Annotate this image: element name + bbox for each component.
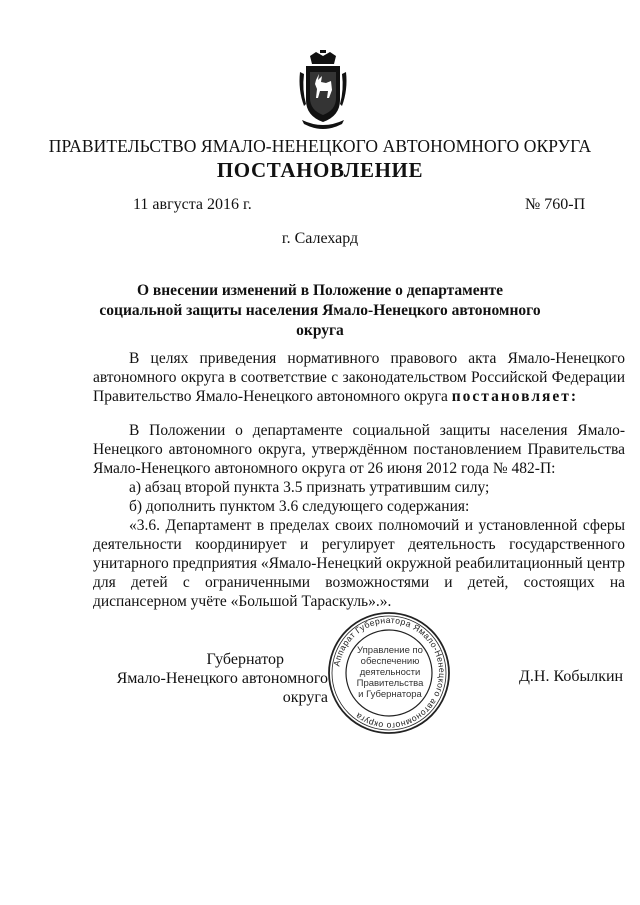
preamble-text: В целях приведения нормативного правового акта Ямало-Ненецкого автономного округа в соответствие с законодательством Российской Федерации Правительство Ямало-Ненецкого автономного округа (93, 350, 625, 405)
amendments-section (93, 421, 625, 611)
document-city: г. Салехард (281, 230, 359, 247)
yamal-nenets-coat-of-arms-icon (296, 50, 350, 132)
stamp-line: деятельности (359, 667, 421, 678)
stamp-line: обеспечению (360, 656, 420, 667)
amendment-item-b: б) дополнить пунктом 3.6 следующего содержания: (129, 498, 470, 515)
signer-name: Д.Н. Кобылкин (519, 668, 624, 685)
preamble-paragraph (93, 349, 625, 406)
signatory-position (93, 650, 328, 707)
document-date: 11 августа 2016 г. (133, 196, 252, 213)
government-title: ПРАВИТЕЛЬСТВО ЯМАЛО-НЕНЕЦКОГО АВТОНОМНОГО ОКРУГА (48, 136, 592, 156)
document-type: ПОСТАНОВЛЕНИЕ (216, 158, 424, 182)
stamp-ring-text: Аппарат Губернатора Ямало-Ненецкого автономного округа (331, 614, 448, 732)
amendment-quote: «3.6. Департамент в пределах своих полномочий и установленной сферы деятельности координирует и регулирует деятельность государственного унитарного предприятия «Ямало-Ненецкий окружной реабилитационный центр для детей с ограниченными возможностями и детей, состоящих на диспансерном учёте «Большой Тараскуль».». (93, 517, 625, 610)
document-number: № 760-П (525, 196, 586, 213)
amendment-item-a: а) абзац второй пункта 3.5 признать утратившим силу; (129, 479, 490, 496)
stamp-inner-text (354, 645, 426, 700)
stamp-line: Управление по (357, 645, 423, 656)
amendments-intro: В Положении о департаменте социальной защиты населения Ямало-Ненецкого автономного округа, утверждённом постановлением Правительства Ямало-Ненецкого автономного округа от 26 июня 2012 года № 482-П: (93, 422, 625, 477)
document-subject: О внесении изменений в Положение о департаменте социальной защиты населения Ямало-Ненецкого автономного округа (99, 282, 541, 339)
stamp-line: Правительства (356, 678, 424, 689)
position-line-1: Губернатор (206, 651, 284, 668)
position-line-2: Ямало-Ненецкого автономного округа (116, 670, 328, 706)
decision-word: постановляет: (451, 388, 579, 405)
stamp-line: и Губернатора (358, 689, 422, 700)
